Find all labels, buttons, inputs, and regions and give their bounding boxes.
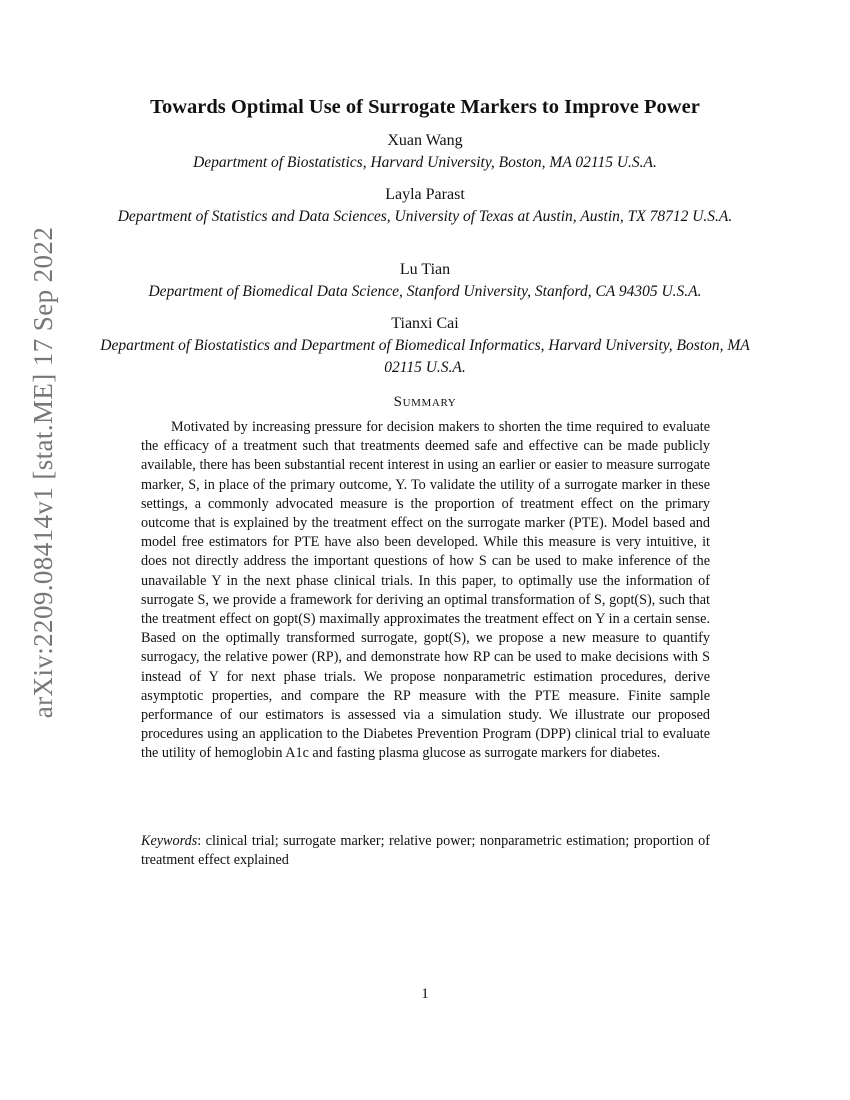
keywords-label: Keywords	[141, 833, 198, 849]
keywords-text: clinical trial; surrogate marker; relative power; nonparametric estimation; proportion of treatment effect explained	[141, 833, 710, 869]
author-name: Xuan Wang	[387, 132, 463, 149]
author-affiliation: Department of Biostatistics, Harvard University, Boston, MA 02115 U.S.A.	[193, 154, 657, 171]
keywords-paragraph: Keywords: clinical trial; surrogate marker; relative power; nonparametric estimation; proportion of treatment effect explained	[141, 833, 710, 869]
author-block	[100, 259, 750, 303]
author-affiliation: Department of Biostatistics and Department of Biomedical Informatics, Harvard University, Boston, MA 02115 U.S.A.	[100, 337, 750, 376]
author-affiliation: Department of Statistics and Data Sciences, University of Texas at Austin, Austin, TX 78712 U.S.A.	[117, 208, 733, 225]
summary-body: Motivated by increasing pressure for decision makers to shorten the time required to evaluate the efficacy of a treatment such that treatments deemed safe and effective can be made publicly available, there has been substantial recent interest in using an earlier or easier to measure surrogate marker, S, in place of the primary outcome, Y. To validate the utility of a surrogate marker in these settings, a commonly advocated measure is the proportion of treatment effect on the primary outcome that is explained by the treatment effect on the surrogate marker (PTE). Model based and model free estimators for PTE have also been developed. While this measure is very intuitive, it does not directly address the important questions of how S can be used to make inference of the unavailable Y in the next phase clinical trials. In this paper, to optimally use the information of surrogate S, we provide a framework for deriving an optimal transformation of S, gopt(S), such that the treatment effect on gopt(S) maximally approximates the treatment effect on Y in a certain sense. Based on the optimally transformed surrogate, gopt(S), we propose a new measure to quantify surrogacy, the relative power (RP), and demonstrate how RP can be used to make decisions with S instead of Y for next phase trials. We propose nonparametric estimation procedures, derive asymptotic properties, and compare the RP measure with the PTE measure. Finite sample performance of our estimators is assessed via a simulation study. We illustrate our proposed procedures using an application to the Diabetes Prevention Program (DPP) clinical trial to evaluate the utility of hemoglobin A1c and fasting plasma glucose as surrogate markers for diabetes.	[141, 419, 710, 762]
author-block	[100, 313, 750, 379]
author-block	[100, 130, 750, 174]
author-affiliation: Department of Biomedical Data Science, Stanford University, Stanford, CA 94305 U.S.A.	[148, 283, 702, 300]
author-name: Lu Tian	[399, 261, 451, 278]
arxiv-identifier-text: arXiv:2209.08414v1 [stat.ME] 17 Sep 2022	[28, 226, 59, 718]
author-name: Layla Parast	[385, 186, 465, 203]
author-name: Tianxi Cai	[391, 315, 459, 332]
author-block	[100, 184, 750, 228]
summary-heading: Summary	[393, 394, 457, 410]
paper-title: Towards Optimal Use of Surrogate Markers to Improve Power	[150, 96, 700, 118]
page-number: 1	[421, 986, 429, 1002]
arxiv-identifier-stamp	[18, 226, 70, 718]
